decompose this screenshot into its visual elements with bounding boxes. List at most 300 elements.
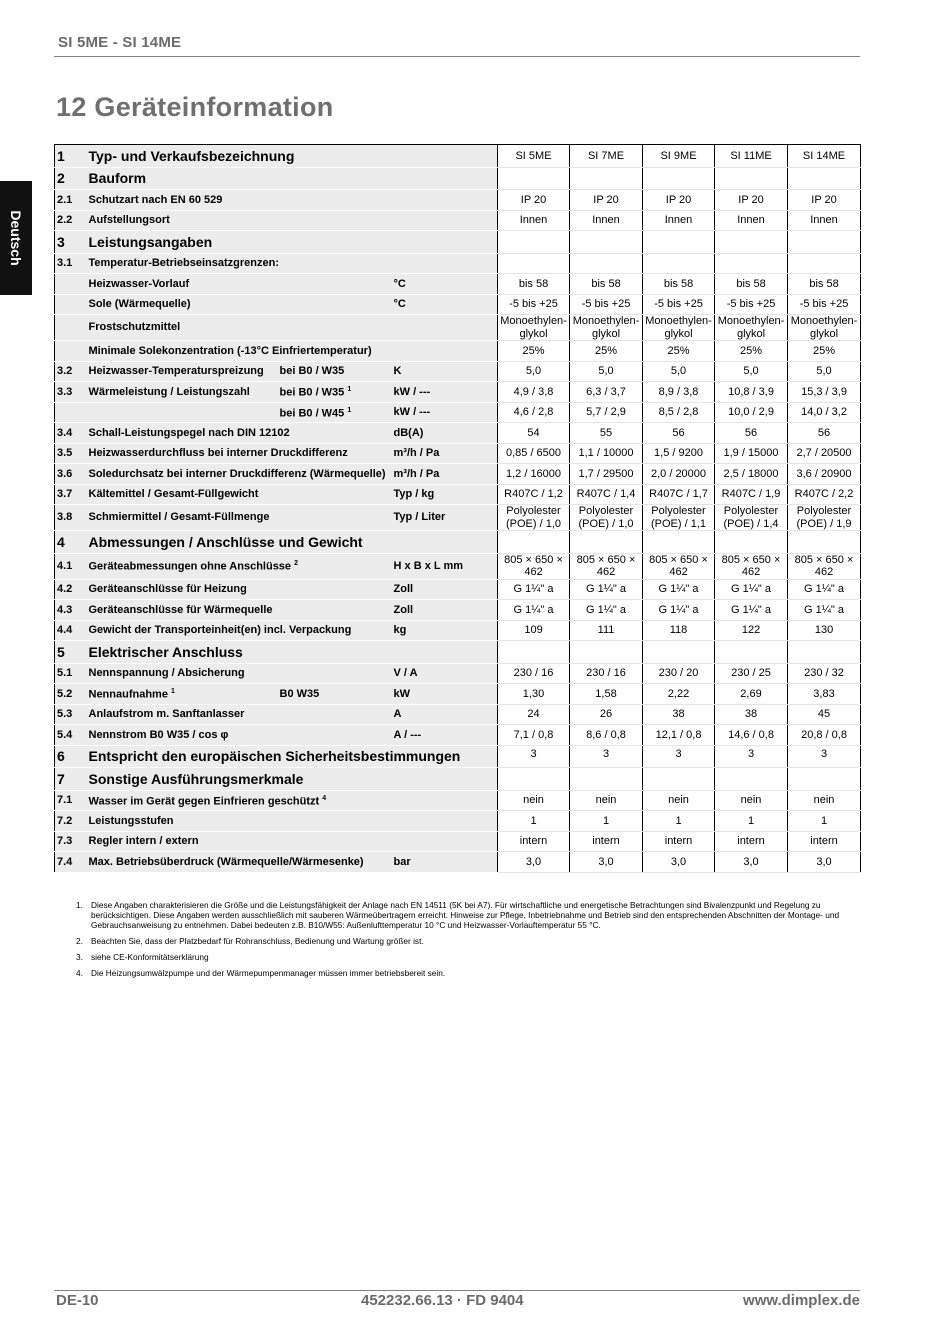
value-cell: [570, 641, 643, 664]
footnote-ref: 4: [322, 794, 327, 802]
value-cell: bis 58: [643, 274, 715, 295]
footnote-ref: 1: [347, 386, 352, 394]
row-number: 5.1: [55, 663, 87, 684]
value-cell: 2,69: [715, 684, 788, 705]
value-cell: Polyolester (POE) / 1,4: [715, 505, 788, 531]
footnote: [76, 952, 846, 962]
row-condition: [280, 402, 394, 423]
row-unit: Zoll: [394, 579, 498, 600]
value-cell: -5 bis +25: [715, 294, 788, 315]
row-number: 3.8: [55, 505, 87, 531]
value-cell: Polyolester (POE) / 1,9: [788, 505, 861, 531]
row-unit: H x B x L mm: [394, 553, 498, 579]
value-cell: [715, 768, 788, 791]
footnotes: [76, 900, 846, 984]
value-cell: Monoethylen-glykol: [643, 315, 715, 341]
row-label-text: Kältemittel / Gesamt-Füllgewicht: [88, 488, 259, 500]
row-label: [87, 811, 394, 832]
row-condition-text: B0 W35: [279, 687, 320, 700]
header-title: SI 5ME - SI 14ME: [58, 34, 182, 51]
table-row: [55, 294, 861, 315]
value-cell: nein: [498, 790, 570, 811]
footer-rule: [54, 1290, 860, 1291]
value-cell: 1: [788, 811, 861, 832]
value-cell: 3,0: [715, 852, 788, 873]
value-cell: -5 bis +25: [788, 294, 861, 315]
row-label: [87, 253, 394, 274]
value-cell: 8,6 / 0,8: [570, 725, 643, 746]
row-label-text: Geräteanschlüsse für Wärmequelle: [88, 603, 273, 616]
row-label-text: Geräteanschlüsse für Heizung: [88, 583, 247, 595]
footer-doc-number: 452232.66.13 · FD 9404: [361, 1292, 524, 1309]
table-row: [55, 831, 861, 852]
row-number: 1: [55, 145, 87, 168]
value-cell: G 1¼" a: [788, 579, 861, 600]
row-label: [87, 768, 394, 791]
value-cell: Innen: [570, 210, 643, 231]
value-cell: 5,0: [788, 361, 861, 382]
row-label-text: Wärmeleistung / Leistungszahl: [88, 385, 250, 398]
value-cell: 1,2 / 16000: [498, 464, 570, 485]
value-cell: 1: [498, 811, 570, 832]
row-label: [87, 294, 394, 315]
value-cell: nein: [570, 790, 643, 811]
row-label: [87, 531, 394, 554]
value-cell: [498, 231, 570, 254]
value-cell: SI 7ME: [570, 145, 643, 168]
row-label-text: Heizwasser-Vorlauf: [88, 277, 190, 290]
row-number: 7.3: [55, 831, 87, 852]
row-label-text: Anlaufstrom m. Sanftanlasser: [88, 708, 245, 720]
value-cell: intern: [643, 831, 715, 852]
row-number: 4.1: [55, 553, 87, 579]
value-cell: 38: [715, 704, 788, 725]
row-number: 2.2: [55, 210, 87, 231]
value-cell: 3,0: [788, 852, 861, 873]
table-section-row: [55, 231, 861, 254]
value-cell: 10,8 / 3,9: [715, 382, 788, 403]
table-row: [55, 663, 861, 684]
row-unit: [394, 768, 498, 791]
value-cell: 26: [570, 704, 643, 725]
spec-table-body: [55, 145, 861, 873]
row-condition-text: bei B0 / W35: [279, 386, 345, 399]
value-cell: 20,8 / 0,8: [788, 725, 861, 746]
value-cell: 1,7 / 29500: [570, 464, 643, 485]
value-cell: Polyolester (POE) / 1,0: [498, 505, 570, 531]
row-unit: V / A: [394, 663, 498, 684]
row-label-text: Schall-Leistungspegel nach DIN 12102: [88, 426, 290, 439]
table-row: [55, 790, 861, 811]
table-section-row: [55, 531, 861, 554]
row-label-text: Nennaufnahme: [88, 688, 168, 701]
value-cell: 1,1 / 10000: [570, 443, 643, 464]
row-unit: [394, 210, 498, 231]
value-cell: [788, 641, 861, 664]
value-cell: 230 / 25: [715, 663, 788, 684]
value-cell: 25%: [643, 341, 715, 362]
value-cell: Innen: [715, 210, 788, 231]
table-row: [55, 464, 861, 485]
value-cell: [715, 167, 788, 190]
row-number: 4.4: [55, 620, 87, 641]
section-heading: 12 Geräteinformation: [56, 92, 334, 122]
value-cell: SI 11ME: [715, 145, 788, 168]
value-cell: 230 / 16: [498, 663, 570, 684]
value-cell: 130: [788, 620, 861, 641]
table-row: [55, 341, 861, 362]
value-cell: Monoethylen-glykol: [498, 315, 570, 341]
value-cell: [715, 641, 788, 664]
value-cell: nein: [643, 790, 715, 811]
row-unit: [394, 831, 498, 852]
row-unit: °C: [394, 294, 498, 315]
table-row: [55, 553, 861, 579]
row-label-text: Gewicht der Transporteinheit(en) incl. Verpackung: [88, 624, 352, 636]
value-cell: [788, 231, 861, 254]
row-unit: [394, 190, 498, 211]
value-cell: nein: [715, 790, 788, 811]
row-label: [87, 231, 394, 254]
footnote-ref: 1: [347, 406, 352, 414]
value-cell: SI 9ME: [643, 145, 715, 168]
row-label: [87, 423, 394, 444]
value-cell: [715, 253, 788, 274]
value-cell: 5,0: [643, 361, 715, 382]
row-label-text: Nennstrom B0 W35 / cos φ: [88, 728, 229, 741]
row-unit: °C: [394, 274, 498, 295]
value-cell: Innen: [643, 210, 715, 231]
row-number: 7.1: [55, 790, 87, 811]
row-unit: [394, 641, 498, 664]
row-label-text: Temperatur-Betriebseinsatzgrenzen:: [88, 257, 280, 269]
value-cell: 25%: [788, 341, 861, 362]
row-number: 3.7: [55, 484, 87, 505]
value-cell: G 1¼" a: [643, 579, 715, 600]
language-tab-label: Deutsch: [8, 210, 24, 266]
footnote: [76, 900, 846, 930]
table-row: [55, 579, 861, 600]
row-label: [87, 684, 280, 705]
row-label-text: Wasser im Gerät gegen Einfrieren geschützt: [88, 795, 320, 808]
table-row: [55, 443, 861, 464]
table-row: [55, 704, 861, 725]
row-unit: [394, 253, 498, 274]
footer-page-number: DE-10: [56, 1292, 99, 1309]
row-label-text: Aufstellungsort: [88, 214, 170, 226]
value-cell: 7,1 / 0,8: [498, 725, 570, 746]
value-cell: 10,0 / 2,9: [715, 402, 788, 423]
value-cell: 3: [643, 745, 715, 768]
row-label: [87, 579, 394, 600]
row-number: 3.3: [55, 382, 87, 403]
row-unit: m³/h / Pa: [394, 464, 498, 485]
row-label: [87, 745, 461, 768]
footnote-text: Beachten Sie, dass der Platzbedarf für Rohranschluss, Bedienung und Wartung größer ist.: [91, 936, 424, 946]
row-unit: kW / ---: [394, 382, 498, 403]
value-cell: 1: [715, 811, 788, 832]
header-rule: [54, 56, 860, 57]
value-cell: [788, 768, 861, 791]
value-cell: IP 20: [570, 190, 643, 211]
row-number: [55, 402, 87, 423]
row-label: [87, 443, 394, 464]
row-number: 4.2: [55, 579, 87, 600]
value-cell: IP 20: [498, 190, 570, 211]
value-cell: Polyolester (POE) / 1,1: [643, 505, 715, 531]
row-label-text: Sonstige Ausführungsmerkmale: [88, 770, 304, 787]
row-label-text: Abmessungen / Anschlüsse und Gewicht: [88, 533, 363, 550]
row-label: [87, 852, 394, 873]
row-label: [87, 145, 394, 168]
row-unit: [394, 167, 498, 190]
row-label-text: Entspricht den europäischen Sicherheitsbestimmungen: [88, 748, 461, 764]
value-cell: 45: [788, 704, 861, 725]
row-number: [55, 274, 87, 295]
row-number: 2: [55, 167, 87, 190]
value-cell: intern: [788, 831, 861, 852]
value-cell: G 1¼" a: [788, 600, 861, 621]
row-unit: A: [394, 704, 498, 725]
value-cell: 14,6 / 0,8: [715, 725, 788, 746]
spec-table: [54, 144, 861, 873]
value-cell: bis 58: [498, 274, 570, 295]
value-cell: [643, 641, 715, 664]
value-cell: 1: [570, 811, 643, 832]
row-number: 3: [55, 231, 87, 254]
row-condition: [280, 382, 394, 403]
row-condition: [280, 684, 394, 705]
footnote-ref: 1: [171, 688, 175, 696]
value-cell: -5 bis +25: [643, 294, 715, 315]
value-cell: Innen: [498, 210, 570, 231]
value-cell: Innen: [788, 210, 861, 231]
row-label-text: Geräteabmessungen ohne Anschlüsse: [88, 561, 292, 574]
row-number: 3.6: [55, 464, 87, 485]
footnote-text: Die Heizungsumwälzpumpe und der Wärmepumpenmanager müssen immer betriebsbereit sein.: [91, 968, 446, 978]
footnote-number: 2.: [76, 936, 83, 946]
row-condition: [280, 361, 394, 382]
value-cell: G 1¼" a: [715, 579, 788, 600]
value-cell: 8,5 / 2,8: [643, 402, 715, 423]
table-row: [55, 274, 861, 295]
row-label-text: Leistungsstufen: [88, 814, 174, 827]
value-cell: 55: [570, 423, 643, 444]
row-label: [87, 831, 394, 852]
value-cell: 25%: [498, 341, 570, 362]
value-cell: G 1¼" a: [570, 579, 643, 600]
value-cell: G 1¼" a: [498, 600, 570, 621]
value-cell: 4,6 / 2,8: [498, 402, 570, 423]
row-condition-text: bei B0 / W35: [279, 365, 345, 377]
row-label: [87, 553, 394, 579]
value-cell: 2,22: [643, 684, 715, 705]
row-number: 5.2: [55, 684, 87, 705]
value-cell: [715, 231, 788, 254]
value-cell: 3,83: [788, 684, 861, 705]
table-row: [55, 402, 861, 423]
value-cell: R407C / 1,2: [498, 484, 570, 505]
row-label-text: Elektrischer Anschluss: [88, 643, 243, 660]
row-label-text: Schmiermittel / Gesamt-Füllmenge: [88, 511, 270, 524]
value-cell: 0,85 / 6500: [498, 443, 570, 464]
table-row: [55, 484, 861, 505]
footnote: [76, 936, 846, 946]
value-cell: [498, 641, 570, 664]
value-cell: 14,0 / 3,2: [788, 402, 861, 423]
value-cell: 56: [788, 423, 861, 444]
value-cell: 3: [715, 745, 788, 768]
row-number: [55, 294, 87, 315]
language-tab: [0, 181, 32, 295]
row-label: [87, 464, 394, 485]
row-unit: A / ---: [394, 725, 498, 746]
row-number: 3.4: [55, 423, 87, 444]
value-cell: 25%: [570, 341, 643, 362]
footnote-ref: 2: [294, 560, 299, 568]
table-section-row: [55, 768, 861, 791]
row-label: [87, 274, 394, 295]
row-unit: kg: [394, 620, 498, 641]
table-row: [55, 620, 861, 641]
row-label: [87, 402, 280, 423]
value-cell: 5,0: [715, 361, 788, 382]
row-unit: [394, 341, 498, 362]
value-cell: [570, 531, 643, 554]
value-cell: 2,0 / 20000: [643, 464, 715, 485]
footnote-number: 1.: [76, 900, 83, 910]
value-cell: 5,7 / 2,9: [570, 402, 643, 423]
row-label: [87, 725, 394, 746]
row-label: [87, 210, 394, 231]
row-number: 5.4: [55, 725, 87, 746]
value-cell: 56: [643, 423, 715, 444]
footer-website: www.dimplex.de: [743, 1292, 860, 1309]
row-unit: m³/h / Pa: [394, 443, 498, 464]
value-cell: [788, 253, 861, 274]
footnote-number: 4.: [76, 968, 83, 978]
value-cell: nein: [788, 790, 861, 811]
value-cell: [643, 231, 715, 254]
value-cell: bis 58: [788, 274, 861, 295]
value-cell: bis 58: [715, 274, 788, 295]
value-cell: SI 5ME: [498, 145, 570, 168]
value-cell: 805 × 650 × 462: [498, 553, 570, 579]
row-label: [87, 484, 394, 505]
value-cell: 3,0: [498, 852, 570, 873]
value-cell: 805 × 650 × 462: [788, 553, 861, 579]
row-number: [55, 341, 87, 362]
value-cell: G 1¼" a: [570, 600, 643, 621]
value-cell: 3,0: [643, 852, 715, 873]
value-cell: 805 × 650 × 462: [570, 553, 643, 579]
row-label-text: Minimale Solekonzentration (-13°C Einfriertemperatur): [88, 344, 372, 357]
value-cell: R407C / 1,4: [570, 484, 643, 505]
value-cell: intern: [715, 831, 788, 852]
value-cell: [570, 768, 643, 791]
value-cell: intern: [498, 831, 570, 852]
row-label-text: Regler intern / extern: [88, 835, 199, 847]
value-cell: Monoethylen-glykol: [788, 315, 861, 341]
value-cell: IP 20: [715, 190, 788, 211]
row-condition-text: bei B0 / W45: [279, 407, 345, 420]
value-cell: Monoethylen-glykol: [570, 315, 643, 341]
row-label-text: Max. Betriebsüberdruck (Wärmequelle/Wärmesenke): [88, 855, 364, 868]
row-unit: kW: [394, 684, 498, 705]
value-cell: Monoethylen-glykol: [715, 315, 788, 341]
row-number: 3.1: [55, 253, 87, 274]
row-label-text: Heizwasserdurchfluss bei interner Druckdifferenz: [88, 447, 348, 459]
footnote-text: siehe CE-Konformitätserklärung: [91, 952, 209, 962]
value-cell: 230 / 20: [643, 663, 715, 684]
value-cell: [643, 768, 715, 791]
value-cell: 3: [498, 745, 570, 768]
value-cell: bis 58: [570, 274, 643, 295]
value-cell: Polyolester (POE) / 1,0: [570, 505, 643, 531]
value-cell: 6,3 / 3,7: [570, 382, 643, 403]
value-cell: 5,0: [498, 361, 570, 382]
value-cell: R407C / 1,9: [715, 484, 788, 505]
row-label-text: Sole (Wärmequelle): [88, 298, 191, 310]
row-label: [87, 361, 280, 382]
value-cell: 12,1 / 0,8: [643, 725, 715, 746]
value-cell: 24: [498, 704, 570, 725]
row-label: [87, 620, 394, 641]
value-cell: G 1¼" a: [715, 600, 788, 621]
value-cell: 109: [498, 620, 570, 641]
table-row: [55, 190, 861, 211]
row-label-text: Leistungsangaben: [88, 233, 213, 250]
value-cell: 1,30: [498, 684, 570, 705]
row-label: [87, 315, 394, 341]
row-number: [55, 315, 87, 341]
value-cell: G 1¼" a: [498, 579, 570, 600]
row-label: [87, 505, 394, 531]
row-number: 2.1: [55, 190, 87, 211]
value-cell: [498, 531, 570, 554]
value-cell: 4,9 / 3,8: [498, 382, 570, 403]
row-label-text: Soledurchsatz bei interner Druckdifferenz (Wärmequelle): [88, 467, 386, 480]
value-cell: 56: [715, 423, 788, 444]
table-row: [55, 210, 861, 231]
value-cell: [715, 531, 788, 554]
value-cell: 38: [643, 704, 715, 725]
value-cell: intern: [570, 831, 643, 852]
value-cell: 118: [643, 620, 715, 641]
table-row: [55, 423, 861, 444]
value-cell: [643, 531, 715, 554]
row-number: 4: [55, 531, 87, 554]
row-label-text: Bauform: [88, 170, 147, 186]
row-number: 3.5: [55, 443, 87, 464]
value-cell: 805 × 650 × 462: [643, 553, 715, 579]
value-cell: [570, 231, 643, 254]
row-unit: [394, 145, 498, 168]
table-row: [55, 852, 861, 873]
value-cell: 3,6 / 20900: [788, 464, 861, 485]
row-label: [87, 341, 394, 362]
row-number: 7.4: [55, 852, 87, 873]
row-number: 6: [55, 745, 87, 768]
row-label: [87, 641, 394, 664]
row-label: [87, 190, 394, 211]
row-unit: [394, 811, 498, 832]
table-row: [55, 253, 861, 274]
table-row: [55, 684, 861, 705]
row-number: 5.3: [55, 704, 87, 725]
value-cell: 1,5 / 9200: [643, 443, 715, 464]
value-cell: 1,9 / 15000: [715, 443, 788, 464]
